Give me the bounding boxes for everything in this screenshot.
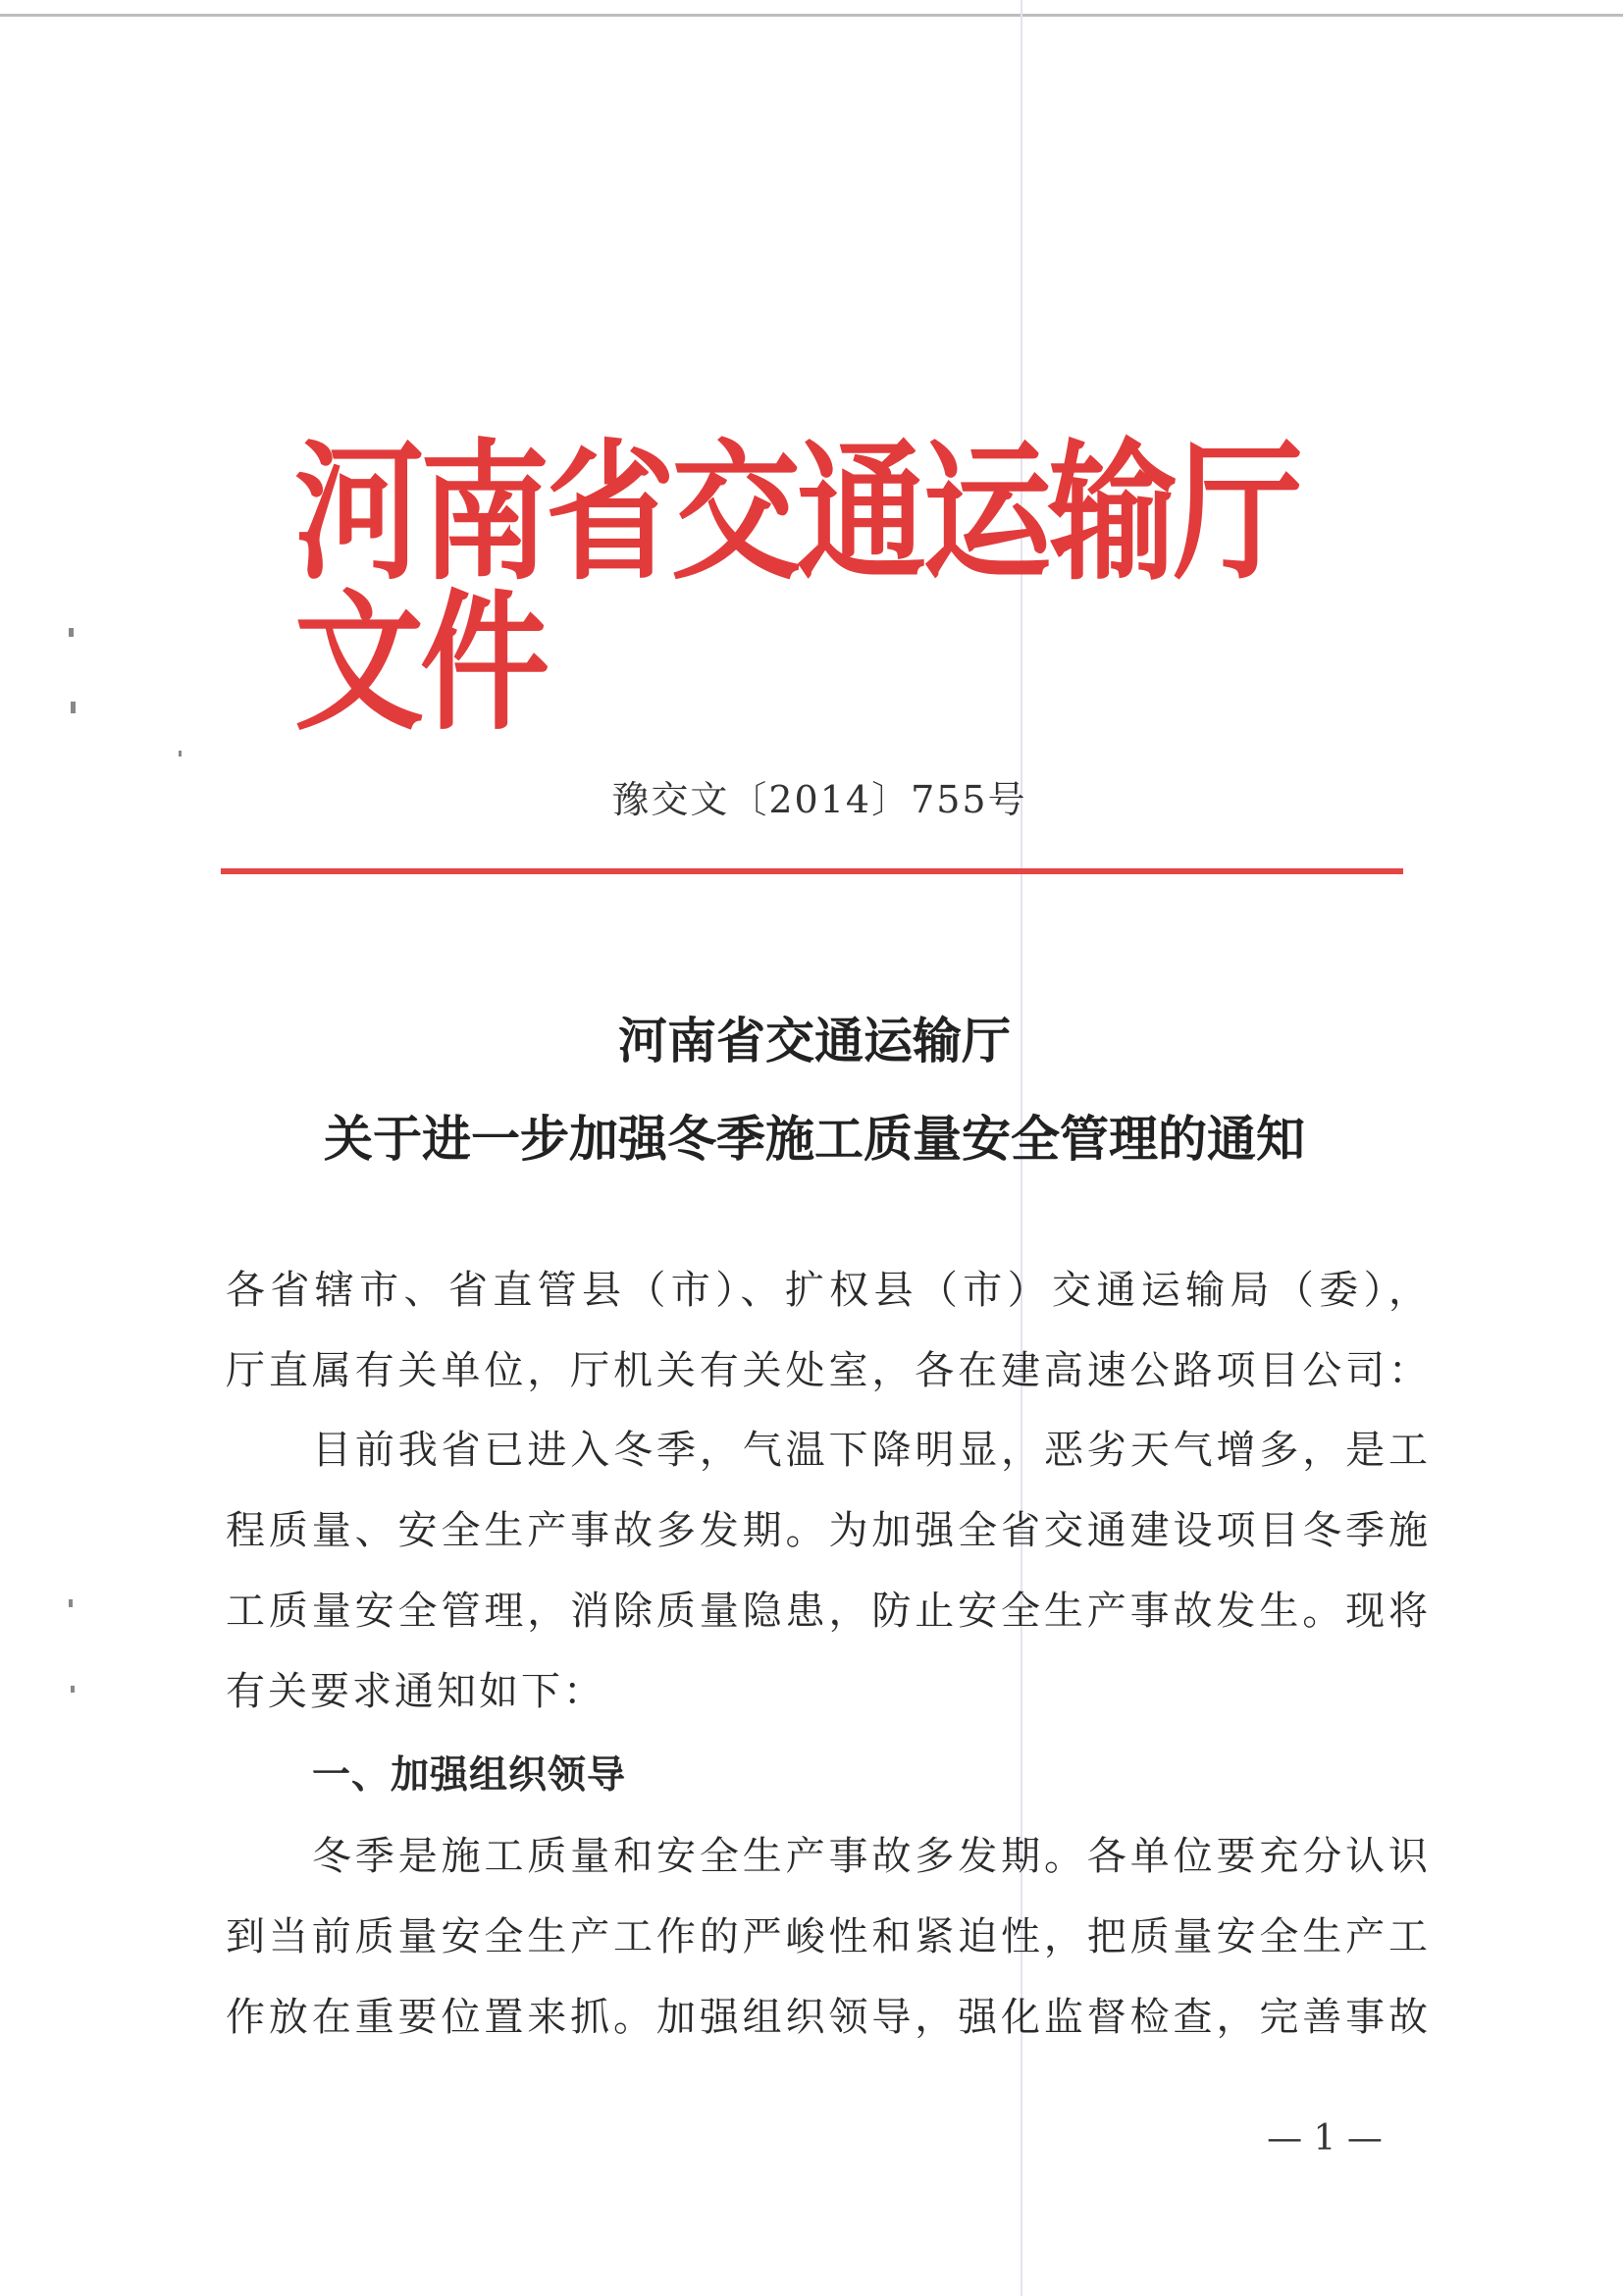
notice-title-subject: 关于进一步加强冬季施工质量安全管理的通知 xyxy=(324,1110,1305,1168)
paragraph-line: 到当前质量安全生产工作的严峻性和紧迫性，把质量安全生产工 xyxy=(226,1914,1431,1959)
red-separator-rule xyxy=(221,868,1403,874)
paragraph-line: 工质量安全管理，消除质量隐患，防止安全生产事故发生。现将 xyxy=(226,1589,1431,1634)
paragraph-line: 作放在重要位置来抓。加强组织领导，强化监督检查，完善事故 xyxy=(226,1995,1431,2040)
addressee-line: 各省辖市、省直管县（市）、扩权县（市）交通运输局（委）， xyxy=(226,1268,1431,1313)
notice-title-issuer: 河南省交通运输厅 xyxy=(618,1012,1011,1070)
scan-edge-line xyxy=(0,14,1623,17)
scan-speck xyxy=(71,1686,75,1693)
paragraph-line: 目前我省已进入冬季，气温下降明显，恶劣天气增多，是工 xyxy=(312,1428,1431,1473)
paragraph-line: 有关要求通知如下： xyxy=(226,1669,605,1714)
scan-speck xyxy=(69,628,74,637)
scan-speck xyxy=(69,1599,73,1607)
page-number: — 1 — xyxy=(1267,2118,1383,2159)
masthead-title: 河南省交通运输厅文件 xyxy=(294,424,1299,752)
paragraph-line: 冬季是施工质量和安全生产事故多发期。各单位要充分认识 xyxy=(312,1834,1431,1879)
document-number: 豫交文〔2014〕755号 xyxy=(611,778,1027,821)
scan-speck xyxy=(179,751,182,757)
scan-speck xyxy=(71,702,76,713)
addressee-line: 厅直属有关单位，厅机关有关处室，各在建高速公路项目公司： xyxy=(226,1348,1431,1393)
section-heading: 一、加强组织领导 xyxy=(312,1753,627,1798)
paragraph-line: 程质量、安全生产事故多发期。为加强全省交通建设项目冬季施 xyxy=(226,1508,1431,1553)
